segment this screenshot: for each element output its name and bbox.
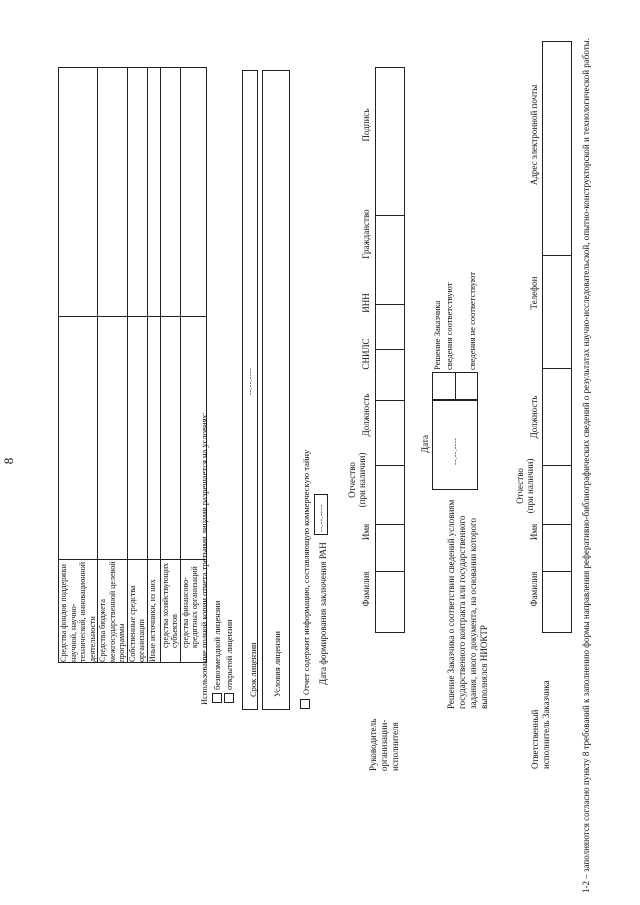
license-free-checkbox[interactable] <box>212 693 222 703</box>
head-name-cell[interactable] <box>376 525 405 572</box>
head-patronymic-cell[interactable] <box>376 466 405 525</box>
table-row <box>59 68 98 663</box>
executor-label: Ответственный исполнитель Заказчика <box>530 680 551 769</box>
license-conditions-label: Условия лицензии <box>272 631 282 697</box>
funding-value-cell[interactable] <box>127 68 147 317</box>
head-col-signature: Подпись <box>361 108 371 142</box>
head-inn-cell[interactable] <box>376 305 405 350</box>
license-open-label: открытой лицензии <box>224 619 234 690</box>
funding-table <box>58 67 207 663</box>
funding-value-cell[interactable] <box>147 68 160 317</box>
executor-position-cell[interactable] <box>543 369 572 466</box>
executor-col-email: Адрес электронной почты <box>529 84 539 186</box>
page-number: 8 <box>1 457 16 465</box>
executor-col-name: Имя <box>529 523 539 541</box>
decision-divider <box>455 372 456 400</box>
executor-col-surname: Фамилия <box>529 571 539 607</box>
table-row <box>543 42 572 633</box>
funding-source-cell: Средства фондов поддержки научной, научно-технической, инновационной деятельности <box>59 560 98 663</box>
license-term-label: Срок лицензии <box>248 642 258 697</box>
head-col-patronymic: Отчество (при наличии) <box>347 452 367 508</box>
executor-phone-cell[interactable] <box>543 256 572 369</box>
funding-source-cell: Средства бюджета межгосударственной целевой программы <box>98 561 126 662</box>
funding-source-cell: Иные источники, из них <box>147 560 160 663</box>
license-free-label: безвозмездной лицензии <box>212 600 222 690</box>
decision-date-value: --.--.---- <box>451 437 459 465</box>
ras-date-label: Дата формирования заключения РАН <box>318 542 328 685</box>
decision-date-label: Дата <box>420 435 430 453</box>
funding-source-cell: средства финансово-кредитных организаций <box>180 560 206 663</box>
funding-source-cell: Собственные средства организации <box>127 560 147 663</box>
executor-name-cell[interactable] <box>543 525 572 572</box>
ras-date-value: --.--.---- <box>317 504 325 532</box>
funding-value-cell[interactable] <box>160 317 180 560</box>
head-col-citizenship: Гражданство <box>361 209 371 259</box>
license-term-value: --.--.---- <box>246 367 254 395</box>
funding-value-cell[interactable] <box>180 68 206 317</box>
customer-decision-label: Решение Заказчика <box>432 300 442 370</box>
table-row <box>147 68 160 663</box>
decision-text: Решение Заказчика о соответствии сведений условиям государственного контракта или государственного задания, иного документа, на основании которого выполнялся НИОКТР <box>446 499 489 709</box>
head-col-inn: ИНН <box>361 293 371 313</box>
head-snils-cell[interactable] <box>376 350 405 401</box>
funding-value-cell[interactable] <box>59 317 98 560</box>
executor-col-phone: Телефон <box>529 276 539 310</box>
table-row <box>127 68 147 663</box>
funding-value-cell[interactable] <box>59 68 98 317</box>
executor-email-cell[interactable] <box>543 42 572 256</box>
license-intro: Использование полной копии отчета третьими лицами разрешается на условиях: <box>199 411 209 705</box>
head-col-position: Должность <box>361 393 371 437</box>
executor-col-patronymic: Отчество (при наличии) <box>515 458 535 514</box>
funding-value-cell[interactable] <box>160 68 180 317</box>
funding-value-cell[interactable] <box>127 317 147 560</box>
funding-value-cell[interactable] <box>98 317 128 560</box>
head-surname-cell[interactable] <box>376 572 405 633</box>
executor-patronymic-cell[interactable] <box>543 466 572 525</box>
decision-match-option[interactable]: сведения соответствуют <box>444 282 454 370</box>
head-col-snils: СНИЛС <box>361 338 371 370</box>
table-row <box>376 68 405 633</box>
executor-surname-cell[interactable] <box>543 572 572 633</box>
funding-source-cell: средства хозяйствующих субъектов <box>160 560 180 663</box>
head-col-name: Имя <box>361 523 371 541</box>
footnote: 1-2 – заполняются согласно пункту 8 требований к заполнению формы направления реферативно-библиографических сведений о результатах научно-исследовательской, опытно-конструкторской и технологической работы. <box>581 38 591 893</box>
head-table <box>375 67 405 633</box>
head-col-surname: Фамилия <box>361 571 371 607</box>
head-signature-cell[interactable] <box>376 68 405 216</box>
table-row <box>160 68 180 663</box>
head-label: Руководитель организации-исполнителя <box>368 718 400 771</box>
head-position-cell[interactable] <box>376 401 405 466</box>
license-open-checkbox[interactable] <box>224 693 234 703</box>
executor-col-position: Должность <box>529 395 539 439</box>
funding-value-cell[interactable] <box>147 317 160 560</box>
license-conditions-field[interactable] <box>262 70 290 710</box>
funding-value-cell[interactable] <box>98 68 128 317</box>
commercial-secret-checkbox[interactable] <box>300 699 310 709</box>
head-citizenship-cell[interactable] <box>376 216 405 305</box>
table-row <box>98 68 128 663</box>
decision-mismatch-option[interactable]: сведения не соответствуют <box>467 272 477 370</box>
executor-table <box>542 41 572 633</box>
commercial-secret-label: Отчет содержит информацию, составляющую коммерческую тайну <box>301 449 311 695</box>
